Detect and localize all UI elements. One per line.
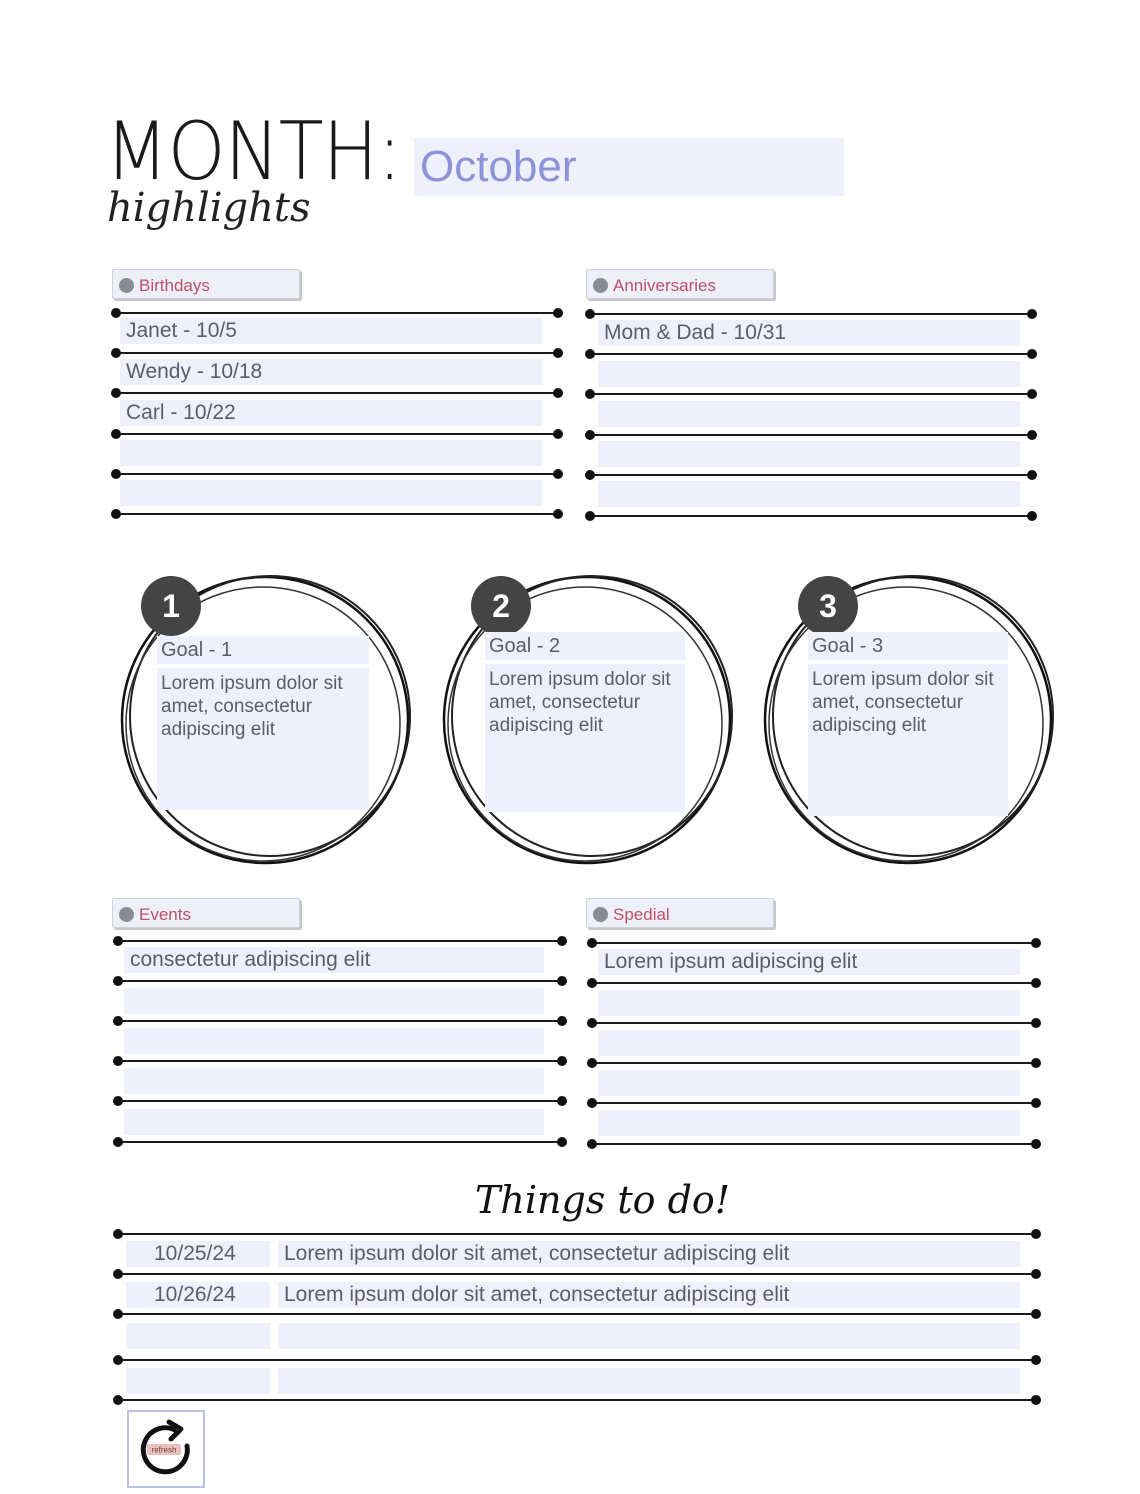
goal-title-field[interactable]: Goal - 3 (808, 632, 1008, 660)
rule-line (116, 980, 564, 982)
rule-line (116, 1359, 1038, 1361)
special-field-2[interactable] (598, 990, 1020, 1016)
bullet-icon (593, 278, 608, 293)
anniversary-field-2[interactable] (598, 361, 1020, 387)
page-subtitle: highlights (107, 185, 311, 231)
bullet-icon (593, 907, 608, 922)
todo-task-field[interactable]: Lorem ipsum dolor sit amet, consectetur adipiscing elit (278, 1282, 1020, 1308)
rule-line (588, 353, 1034, 355)
rule-line (116, 1141, 564, 1143)
rule-line (116, 1233, 1038, 1235)
anniversaries-label: Anniversaries (613, 276, 716, 295)
rule-line (114, 312, 560, 314)
special-tab (586, 898, 774, 928)
rule-line (590, 1143, 1038, 1145)
special-field-4[interactable] (598, 1070, 1020, 1096)
bullet-icon (119, 278, 134, 293)
rule-line (590, 1062, 1038, 1064)
todo-task-field[interactable] (278, 1323, 1020, 1349)
rule-line (114, 473, 560, 475)
birthday-field-5[interactable] (120, 480, 542, 506)
goal-number-badge: 3 (798, 576, 858, 636)
goal-body-field[interactable]: Lorem ipsum dolor sit amet, consectetur adipiscing elit (808, 664, 1008, 816)
goal-card-3 (758, 570, 1058, 870)
birthday-field-1[interactable]: Janet - 10/5 (120, 318, 542, 344)
goal-body-field[interactable]: Lorem ipsum dolor sit amet, consectetur adipiscing elit (485, 664, 685, 812)
anniversary-field-1[interactable]: Mom & Dad - 10/31 (598, 320, 1020, 346)
events-label: Events (139, 905, 191, 924)
rule-line (588, 313, 1034, 315)
rule-line (590, 982, 1038, 984)
month-input[interactable] (414, 138, 844, 196)
event-field-2[interactable] (124, 988, 544, 1014)
rule-line (116, 1020, 564, 1022)
special-field-1[interactable]: Lorem ipsum adipiscing elit (598, 949, 1020, 975)
goal-body-field[interactable]: Lorem ipsum dolor sit amet, consectetur adipiscing elit (157, 668, 369, 810)
todo-task-field[interactable]: Lorem ipsum dolor sit amet, consectetur adipiscing elit (278, 1241, 1020, 1267)
rule-line (116, 1399, 1038, 1401)
rule-line (116, 1273, 1038, 1275)
rule-line (588, 515, 1034, 517)
birthday-field-2[interactable]: Wendy - 10/18 (120, 359, 542, 385)
rule-line (590, 1022, 1038, 1024)
rule-line (590, 1102, 1038, 1104)
birthdays-tab (112, 269, 300, 299)
rule-line (116, 1060, 564, 1062)
refresh-icon (129, 1412, 203, 1486)
event-field-5[interactable] (124, 1109, 544, 1135)
rule-line (116, 1100, 564, 1102)
special-field-3[interactable] (598, 1030, 1020, 1056)
event-field-1[interactable]: consectetur adipiscing elit (124, 947, 544, 973)
goal-number-badge: 2 (471, 576, 531, 636)
rule-line (116, 940, 564, 942)
todo-date-field[interactable]: 10/25/24 (126, 1241, 270, 1267)
anniversary-field-3[interactable] (598, 401, 1020, 427)
todo-title: Things to do! (475, 1178, 731, 1222)
rule-line (588, 474, 1034, 476)
rule-line (116, 1313, 1038, 1315)
special-label: Spedial (613, 905, 670, 924)
goal-title-field[interactable]: Goal - 2 (485, 632, 685, 660)
anniversary-field-5[interactable] (598, 481, 1020, 507)
todo-date-field[interactable]: 10/26/24 (126, 1282, 270, 1308)
events-tab (112, 898, 300, 928)
birthday-field-4[interactable] (120, 440, 542, 466)
rule-line (114, 513, 560, 515)
rule-line (590, 942, 1038, 944)
goal-card-2 (437, 570, 737, 870)
special-field-5[interactable] (598, 1110, 1020, 1136)
bullet-icon (119, 907, 134, 922)
todo-task-field[interactable] (278, 1368, 1020, 1394)
event-field-3[interactable] (124, 1028, 544, 1054)
goal-number-badge: 1 (141, 576, 201, 636)
refresh-button[interactable] (127, 1410, 205, 1488)
anniversary-field-4[interactable] (598, 441, 1020, 467)
goal-title-field[interactable]: Goal - 1 (157, 636, 369, 664)
birthdays-label: Birthdays (139, 276, 210, 295)
todo-date-field[interactable] (126, 1323, 270, 1349)
todo-date-field[interactable] (126, 1368, 270, 1394)
rule-line (114, 392, 560, 394)
event-field-4[interactable] (124, 1068, 544, 1094)
anniversaries-tab (586, 269, 774, 299)
rule-line (114, 433, 560, 435)
rule-line (114, 352, 560, 354)
rule-line (588, 393, 1034, 395)
birthday-field-3[interactable]: Carl - 10/22 (120, 400, 542, 426)
rule-line (588, 434, 1034, 436)
refresh-label: refresh (151, 1445, 177, 1455)
page-title: MONTH: (105, 105, 402, 198)
goal-card-1 (115, 570, 415, 870)
